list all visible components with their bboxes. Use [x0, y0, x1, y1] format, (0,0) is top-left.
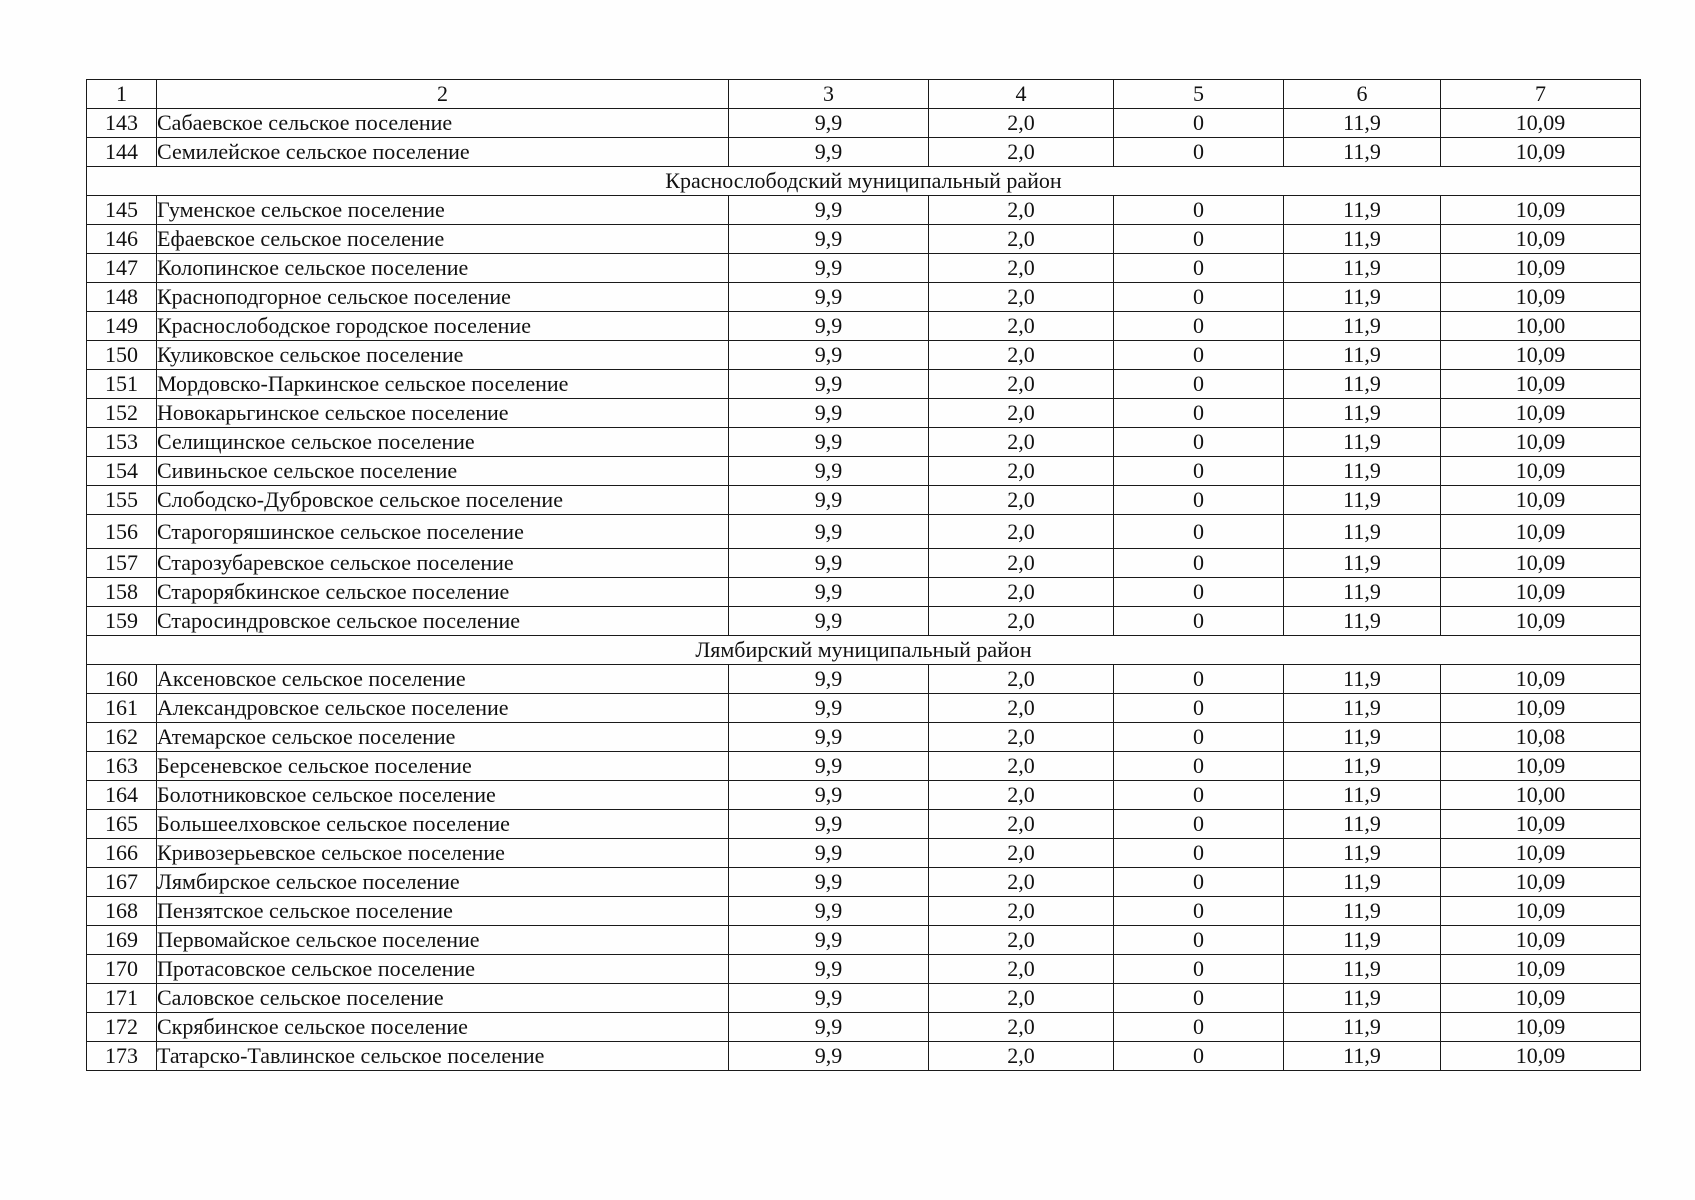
table-row	[87, 341, 1641, 370]
settlement-name: Сабаевское сельское поселение	[157, 109, 729, 138]
row-number: 143	[87, 109, 157, 138]
settlement-name: Аксеновское сельское поселение	[157, 665, 729, 694]
column-header: 7	[1441, 80, 1641, 109]
value-col-5: 0	[1114, 926, 1284, 955]
settlement-name: Краснослободское городское поселение	[157, 312, 729, 341]
table-row	[87, 312, 1641, 341]
value-col-3: 9,9	[729, 1042, 929, 1071]
row-number: 149	[87, 312, 157, 341]
value-col-6: 11,9	[1284, 457, 1441, 486]
row-number: 173	[87, 1042, 157, 1071]
value-col-7: 10,00	[1441, 312, 1641, 341]
row-number: 163	[87, 752, 157, 781]
settlement-name: Старорябкинское сельское поселение	[157, 578, 729, 607]
row-number: 159	[87, 607, 157, 636]
value-col-5: 0	[1114, 515, 1284, 549]
value-col-4: 2,0	[929, 578, 1114, 607]
row-number: 158	[87, 578, 157, 607]
value-col-7: 10,09	[1441, 283, 1641, 312]
column-header: 5	[1114, 80, 1284, 109]
table-row	[87, 196, 1641, 225]
section-title: Лямбирский муниципальный район	[87, 636, 1641, 665]
settlement-name: Атемарское сельское поселение	[157, 723, 729, 752]
row-number: 167	[87, 868, 157, 897]
value-col-7: 10,09	[1441, 515, 1641, 549]
value-col-5: 0	[1114, 370, 1284, 399]
value-col-4: 2,0	[929, 868, 1114, 897]
table-row	[87, 428, 1641, 457]
value-col-5: 0	[1114, 897, 1284, 926]
value-col-6: 11,9	[1284, 781, 1441, 810]
value-col-3: 9,9	[729, 752, 929, 781]
value-col-7: 10,09	[1441, 868, 1641, 897]
value-col-4: 2,0	[929, 549, 1114, 578]
value-col-4: 2,0	[929, 399, 1114, 428]
value-col-3: 9,9	[729, 781, 929, 810]
value-col-5: 0	[1114, 486, 1284, 515]
column-header: 3	[729, 80, 929, 109]
value-col-7: 10,09	[1441, 607, 1641, 636]
settlement-name: Старозубаревское сельское поселение	[157, 549, 729, 578]
value-col-4: 2,0	[929, 515, 1114, 549]
value-col-5: 0	[1114, 399, 1284, 428]
row-number: 155	[87, 486, 157, 515]
table-row	[87, 515, 1641, 549]
table-row	[87, 955, 1641, 984]
value-col-4: 2,0	[929, 109, 1114, 138]
table-row	[87, 283, 1641, 312]
value-col-4: 2,0	[929, 254, 1114, 283]
settlement-name: Селищинское сельское поселение	[157, 428, 729, 457]
value-col-6: 11,9	[1284, 752, 1441, 781]
table-row	[87, 578, 1641, 607]
value-col-4: 2,0	[929, 1013, 1114, 1042]
value-col-3: 9,9	[729, 428, 929, 457]
table-row	[87, 607, 1641, 636]
value-col-6: 11,9	[1284, 428, 1441, 457]
value-col-5: 0	[1114, 752, 1284, 781]
table-row	[87, 694, 1641, 723]
table-row	[87, 486, 1641, 515]
settlement-name: Александровское сельское поселение	[157, 694, 729, 723]
table-row	[87, 457, 1641, 486]
value-col-3: 9,9	[729, 225, 929, 254]
value-col-7: 10,09	[1441, 955, 1641, 984]
settlement-name: Старогоряшинское сельское поселение	[157, 515, 729, 549]
column-header: 4	[929, 80, 1114, 109]
value-col-4: 2,0	[929, 428, 1114, 457]
value-col-3: 9,9	[729, 399, 929, 428]
value-col-5: 0	[1114, 1013, 1284, 1042]
value-col-5: 0	[1114, 810, 1284, 839]
row-number: 157	[87, 549, 157, 578]
value-col-4: 2,0	[929, 457, 1114, 486]
value-col-7: 10,09	[1441, 225, 1641, 254]
row-number: 160	[87, 665, 157, 694]
settlement-name: Новокарьгинское сельское поселение	[157, 399, 729, 428]
table-row	[87, 868, 1641, 897]
settlement-name: Красноподгорное сельское поселение	[157, 283, 729, 312]
value-col-7: 10,09	[1441, 370, 1641, 399]
value-col-6: 11,9	[1284, 694, 1441, 723]
value-col-7: 10,09	[1441, 109, 1641, 138]
value-col-7: 10,09	[1441, 897, 1641, 926]
value-col-5: 0	[1114, 341, 1284, 370]
settlement-name: Протасовское сельское поселение	[157, 955, 729, 984]
value-col-7: 10,09	[1441, 694, 1641, 723]
value-col-5: 0	[1114, 984, 1284, 1013]
value-col-3: 9,9	[729, 955, 929, 984]
value-col-3: 9,9	[729, 549, 929, 578]
value-col-4: 2,0	[929, 897, 1114, 926]
value-col-4: 2,0	[929, 283, 1114, 312]
settlement-name: Скрябинское сельское поселение	[157, 1013, 729, 1042]
value-col-4: 2,0	[929, 138, 1114, 167]
table-row	[87, 254, 1641, 283]
value-col-6: 11,9	[1284, 810, 1441, 839]
value-col-7: 10,09	[1441, 549, 1641, 578]
value-col-4: 2,0	[929, 926, 1114, 955]
value-col-3: 9,9	[729, 515, 929, 549]
row-number: 145	[87, 196, 157, 225]
value-col-6: 11,9	[1284, 665, 1441, 694]
value-col-6: 11,9	[1284, 370, 1441, 399]
value-col-6: 11,9	[1284, 312, 1441, 341]
value-col-6: 11,9	[1284, 486, 1441, 515]
value-col-4: 2,0	[929, 810, 1114, 839]
table-row	[87, 370, 1641, 399]
value-col-3: 9,9	[729, 312, 929, 341]
value-col-6: 11,9	[1284, 578, 1441, 607]
row-number: 151	[87, 370, 157, 399]
settlement-name: Куликовское сельское поселение	[157, 341, 729, 370]
value-col-3: 9,9	[729, 486, 929, 515]
value-col-5: 0	[1114, 196, 1284, 225]
value-col-6: 11,9	[1284, 607, 1441, 636]
table-row	[87, 138, 1641, 167]
section-row	[87, 167, 1641, 196]
value-col-7: 10,09	[1441, 926, 1641, 955]
table-row	[87, 810, 1641, 839]
column-header: 2	[157, 80, 729, 109]
column-header: 6	[1284, 80, 1441, 109]
value-col-7: 10,09	[1441, 196, 1641, 225]
settlement-name: Гуменское сельское поселение	[157, 196, 729, 225]
value-col-3: 9,9	[729, 839, 929, 868]
value-col-5: 0	[1114, 428, 1284, 457]
table-row	[87, 665, 1641, 694]
value-col-6: 11,9	[1284, 283, 1441, 312]
table-row	[87, 781, 1641, 810]
settlement-name: Саловское сельское поселение	[157, 984, 729, 1013]
table-row	[87, 926, 1641, 955]
row-number: 147	[87, 254, 157, 283]
value-col-5: 0	[1114, 694, 1284, 723]
table-row	[87, 1042, 1641, 1071]
row-number: 172	[87, 1013, 157, 1042]
row-number: 171	[87, 984, 157, 1013]
value-col-6: 11,9	[1284, 341, 1441, 370]
value-col-3: 9,9	[729, 723, 929, 752]
row-number: 168	[87, 897, 157, 926]
section-row	[87, 636, 1641, 665]
value-col-5: 0	[1114, 781, 1284, 810]
value-col-3: 9,9	[729, 109, 929, 138]
row-number: 156	[87, 515, 157, 549]
value-col-7: 10,08	[1441, 723, 1641, 752]
value-col-5: 0	[1114, 283, 1284, 312]
value-col-4: 2,0	[929, 665, 1114, 694]
value-col-6: 11,9	[1284, 196, 1441, 225]
row-number: 144	[87, 138, 157, 167]
settlement-name: Мордовско-Паркинское сельское поселение	[157, 370, 729, 399]
value-col-6: 11,9	[1284, 984, 1441, 1013]
value-col-7: 10,09	[1441, 578, 1641, 607]
value-col-4: 2,0	[929, 341, 1114, 370]
value-col-7: 10,09	[1441, 810, 1641, 839]
value-col-3: 9,9	[729, 607, 929, 636]
value-col-4: 2,0	[929, 781, 1114, 810]
table-row	[87, 723, 1641, 752]
value-col-4: 2,0	[929, 752, 1114, 781]
value-col-3: 9,9	[729, 810, 929, 839]
value-col-3: 9,9	[729, 665, 929, 694]
value-col-3: 9,9	[729, 370, 929, 399]
value-col-4: 2,0	[929, 486, 1114, 515]
value-col-6: 11,9	[1284, 254, 1441, 283]
value-col-3: 9,9	[729, 984, 929, 1013]
value-col-7: 10,09	[1441, 984, 1641, 1013]
settlement-name: Большеелховское сельское поселение	[157, 810, 729, 839]
value-col-3: 9,9	[729, 457, 929, 486]
table-row	[87, 752, 1641, 781]
row-number: 148	[87, 283, 157, 312]
row-number: 146	[87, 225, 157, 254]
row-number: 166	[87, 839, 157, 868]
value-col-6: 11,9	[1284, 138, 1441, 167]
value-col-5: 0	[1114, 868, 1284, 897]
settlement-name: Татарско-Тавлинское сельское поселение	[157, 1042, 729, 1071]
value-col-5: 0	[1114, 254, 1284, 283]
value-col-7: 10,09	[1441, 138, 1641, 167]
settlement-name: Лямбирское сельское поселение	[157, 868, 729, 897]
value-col-6: 11,9	[1284, 225, 1441, 254]
settlement-name: Первомайское сельское поселение	[157, 926, 729, 955]
value-col-4: 2,0	[929, 955, 1114, 984]
table-body	[87, 80, 1641, 1071]
value-col-6: 11,9	[1284, 868, 1441, 897]
row-number: 170	[87, 955, 157, 984]
value-col-4: 2,0	[929, 312, 1114, 341]
value-col-7: 10,09	[1441, 254, 1641, 283]
value-col-5: 0	[1114, 665, 1284, 694]
value-col-3: 9,9	[729, 868, 929, 897]
value-col-6: 11,9	[1284, 926, 1441, 955]
value-col-7: 10,09	[1441, 428, 1641, 457]
value-col-3: 9,9	[729, 254, 929, 283]
settlement-name: Колопинское сельское поселение	[157, 254, 729, 283]
settlement-name: Сивиньское сельское поселение	[157, 457, 729, 486]
table-row	[87, 109, 1641, 138]
value-col-5: 0	[1114, 312, 1284, 341]
value-col-6: 11,9	[1284, 955, 1441, 984]
header-row	[87, 80, 1641, 109]
table-row	[87, 1013, 1641, 1042]
value-col-3: 9,9	[729, 926, 929, 955]
table-row	[87, 399, 1641, 428]
settlement-name: Ефаевское сельское поселение	[157, 225, 729, 254]
settlement-name: Семилейское сельское поселение	[157, 138, 729, 167]
value-col-3: 9,9	[729, 897, 929, 926]
value-col-7: 10,09	[1441, 457, 1641, 486]
value-col-4: 2,0	[929, 196, 1114, 225]
value-col-4: 2,0	[929, 984, 1114, 1013]
value-col-7: 10,09	[1441, 341, 1641, 370]
value-col-7: 10,09	[1441, 839, 1641, 868]
value-col-6: 11,9	[1284, 1013, 1441, 1042]
settlement-name: Слободско-Дубровское сельское поселение	[157, 486, 729, 515]
value-col-6: 11,9	[1284, 399, 1441, 428]
value-col-6: 11,9	[1284, 109, 1441, 138]
value-col-6: 11,9	[1284, 897, 1441, 926]
value-col-6: 11,9	[1284, 723, 1441, 752]
value-col-4: 2,0	[929, 839, 1114, 868]
settlement-name: Болотниковское сельское поселение	[157, 781, 729, 810]
row-number: 161	[87, 694, 157, 723]
settlement-name: Пензятское сельское поселение	[157, 897, 729, 926]
row-number: 152	[87, 399, 157, 428]
value-col-5: 0	[1114, 955, 1284, 984]
value-col-5: 0	[1114, 225, 1284, 254]
value-col-3: 9,9	[729, 1013, 929, 1042]
table-row	[87, 225, 1641, 254]
row-number: 169	[87, 926, 157, 955]
value-col-7: 10,09	[1441, 399, 1641, 428]
value-col-5: 0	[1114, 1042, 1284, 1071]
value-col-3: 9,9	[729, 694, 929, 723]
row-number: 164	[87, 781, 157, 810]
value-col-7: 10,00	[1441, 781, 1641, 810]
value-col-7: 10,09	[1441, 1042, 1641, 1071]
row-number: 153	[87, 428, 157, 457]
settlement-name: Кривозерьевское сельское поселение	[157, 839, 729, 868]
column-header: 1	[87, 80, 157, 109]
value-col-6: 11,9	[1284, 839, 1441, 868]
table-row	[87, 549, 1641, 578]
value-col-5: 0	[1114, 109, 1284, 138]
row-number: 154	[87, 457, 157, 486]
settlement-name: Старосиндровское сельское поселение	[157, 607, 729, 636]
row-number: 165	[87, 810, 157, 839]
value-col-5: 0	[1114, 457, 1284, 486]
value-col-7: 10,09	[1441, 486, 1641, 515]
value-col-5: 0	[1114, 549, 1284, 578]
table-row	[87, 839, 1641, 868]
table-row	[87, 897, 1641, 926]
value-col-3: 9,9	[729, 196, 929, 225]
value-col-4: 2,0	[929, 1042, 1114, 1071]
value-col-5: 0	[1114, 723, 1284, 752]
row-number: 162	[87, 723, 157, 752]
value-col-5: 0	[1114, 839, 1284, 868]
value-col-5: 0	[1114, 607, 1284, 636]
value-col-6: 11,9	[1284, 515, 1441, 549]
value-col-3: 9,9	[729, 578, 929, 607]
value-col-4: 2,0	[929, 370, 1114, 399]
value-col-4: 2,0	[929, 694, 1114, 723]
table-row	[87, 984, 1641, 1013]
value-col-3: 9,9	[729, 283, 929, 312]
value-col-4: 2,0	[929, 607, 1114, 636]
value-col-4: 2,0	[929, 225, 1114, 254]
value-col-7: 10,09	[1441, 665, 1641, 694]
value-col-6: 11,9	[1284, 1042, 1441, 1071]
section-title: Краснослободский муниципальный район	[87, 167, 1641, 196]
value-col-4: 2,0	[929, 723, 1114, 752]
value-col-3: 9,9	[729, 138, 929, 167]
value-col-6: 11,9	[1284, 549, 1441, 578]
value-col-7: 10,09	[1441, 1013, 1641, 1042]
value-col-5: 0	[1114, 138, 1284, 167]
value-col-7: 10,09	[1441, 752, 1641, 781]
value-col-5: 0	[1114, 578, 1284, 607]
settlement-name: Берсеневское сельское поселение	[157, 752, 729, 781]
row-number: 150	[87, 341, 157, 370]
value-col-3: 9,9	[729, 341, 929, 370]
settlements-table	[86, 79, 1641, 1071]
